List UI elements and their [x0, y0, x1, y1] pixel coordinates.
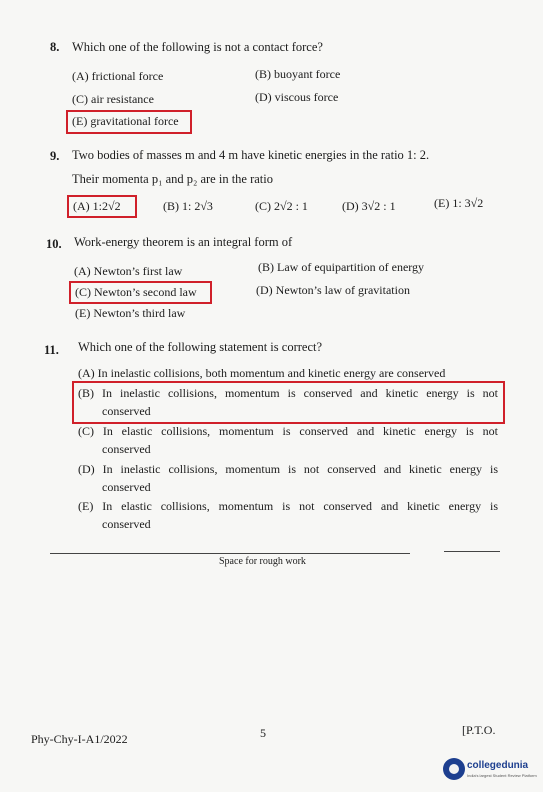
rough-work-label: Space for rough work	[219, 556, 306, 567]
q9-option-a: (A) 1:2√2	[73, 199, 121, 213]
q11-option-c-line2: conserved	[102, 442, 151, 456]
q9-option-c: (C) 2√2 : 1	[255, 199, 308, 213]
question-8-number: 8.	[50, 40, 60, 54]
rough-work-divider-right	[444, 551, 500, 552]
q11-option-a: (A) In inelastic collisions, both momentum and kinetic energy are conserved	[78, 366, 446, 380]
q10-option-a: (A) Newton’s first law	[74, 264, 183, 278]
pto-label: [P.T.O.	[462, 723, 496, 737]
q11-option-c-line1: (C) In elastic collisions, momentum is conserved and kinetic energy is not	[78, 424, 498, 438]
q11-option-e	[78, 497, 498, 533]
question-11-number: 11.	[44, 343, 59, 357]
q10-option-c: (C) Newton’s second law	[75, 285, 197, 299]
rough-work-divider-left	[50, 553, 410, 554]
q8-option-c: (C) air resistance	[72, 92, 154, 106]
q11-option-d	[78, 460, 498, 496]
q11-option-b-line1: (B) In inelastic collisions, momentum is conserved and kinetic energy is not	[78, 386, 498, 400]
q8-option-b: (B) buoyant force	[255, 67, 341, 81]
page-number: 5	[260, 726, 266, 740]
q8-option-d: (D) viscous force	[255, 90, 339, 104]
question-9-number: 9.	[50, 149, 60, 163]
q10-option-b: (B) Law of equipartition of energy	[258, 260, 425, 274]
q11-option-b	[78, 384, 498, 420]
question-9-text: Two bodies of masses m and 4 m have kinetic energies in the ratio 1: 2.	[72, 148, 430, 162]
logo-tagline: India's largest Student Review Platform	[467, 773, 537, 778]
q11-option-d-line1: (D) In inelastic collisions, momentum is not conserved and kinetic energy is	[78, 462, 498, 476]
q11-option-e-line2: conserved	[102, 517, 151, 531]
question-9-text-line2: Their momenta p₁ and p₂ are in the ratio	[72, 172, 274, 186]
q11-option-e-line1: (E) In elastic collisions, momentum is not conserved and kinetic energy is	[78, 499, 498, 513]
q11-option-b-line2: conserved	[102, 404, 151, 418]
q8-option-a: (A) frictional force	[72, 69, 164, 83]
q10-option-e: (E) Newton’s third law	[75, 306, 186, 320]
paper-code: Phy-Chy-I-A1/2022	[31, 732, 128, 746]
q11-option-d-line2: conserved	[102, 480, 151, 494]
q9-option-d: (D) 3√2 : 1	[342, 199, 396, 213]
question-10-text: Work-energy theorem is an integral form of	[74, 235, 293, 249]
q9-option-e: (E) 1: 3√2	[434, 196, 484, 210]
q11-option-c	[78, 422, 498, 458]
q9-option-b: (B) 1: 2√3	[163, 199, 213, 213]
question-11-text: Which one of the following statement is correct?	[78, 340, 323, 354]
collegedunia-logo-icon	[443, 758, 465, 780]
question-8-text: Which one of the following is not a contact force?	[72, 40, 323, 54]
question-10-number: 10.	[46, 237, 62, 251]
q8-option-e: (E) gravitational force	[72, 114, 179, 128]
logo-name: collegedunia	[467, 760, 529, 771]
q10-option-d: (D) Newton’s law of gravitation	[256, 283, 410, 297]
